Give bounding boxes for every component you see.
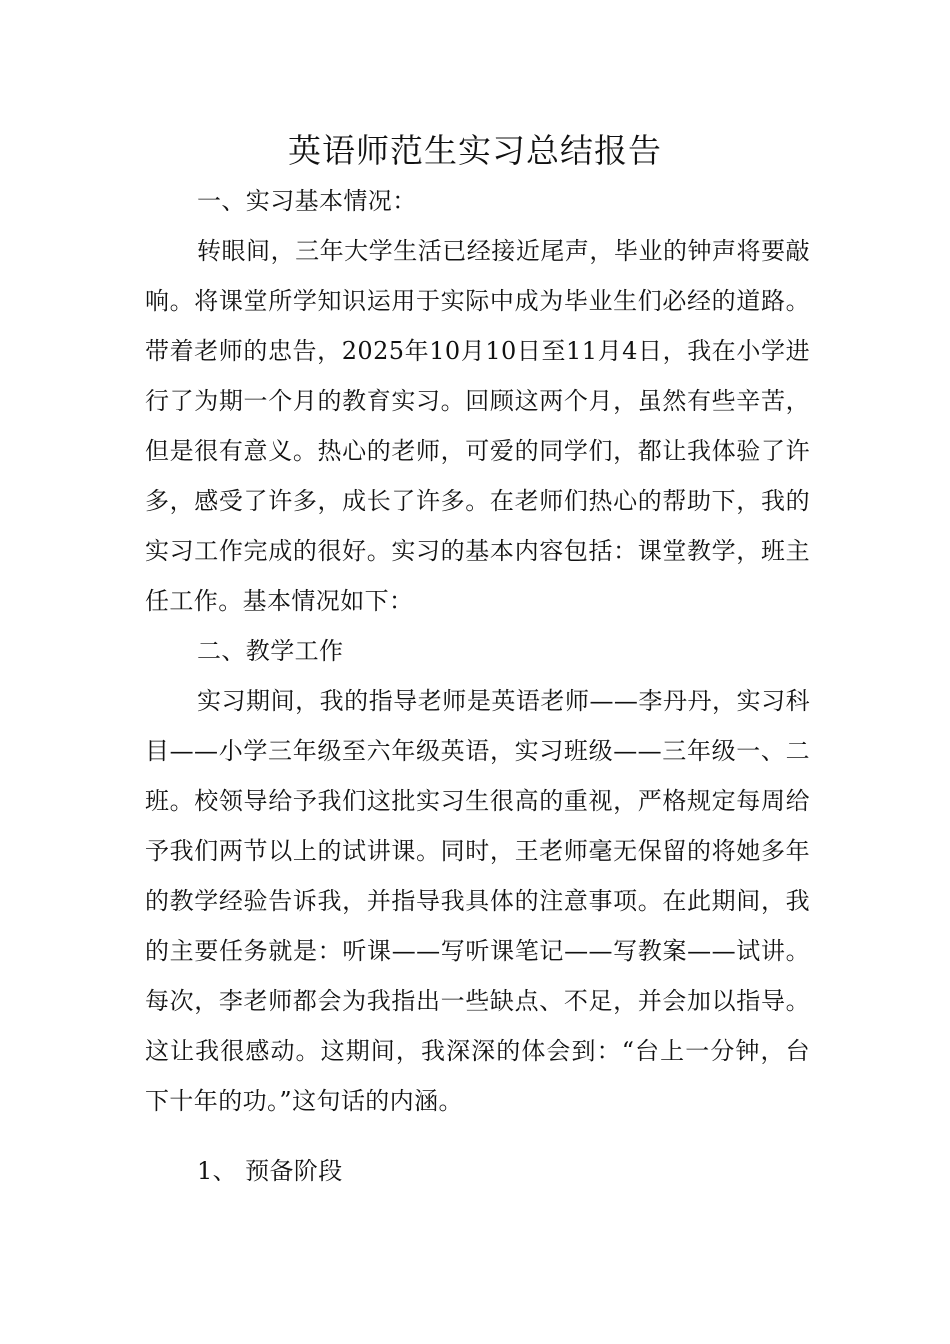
document-body xyxy=(145,176,810,1196)
section-heading-preparation-stage: 1、 预备阶段 xyxy=(197,1157,343,1185)
paragraph-basic-info: 转眼间，三年大学生活已经接近尾声，毕业的钟声将要敲响。将课堂所学知识运用于实际中成为毕业生们必经的道路。带着老师的忠告，2025年10月10日至11月4日，我在小学进行了为期一个月的教育实习。回顾这两个月，虽然有些辛苦，但是很有意义。热心的老师，可爱的同学们，都让我体验了许多，感受了许多，成长了许多。在老师们热心的帮助下，我的实习工作完成的很好。实习的基本内容包括：课堂教学，班主任工作。基本情况如下： xyxy=(145,237,810,615)
paragraph-teaching-work: 实习期间，我的指导老师是英语老师——李丹丹，实习科目——小学三年级至六年级英语，实习班级——三年级一、二班。校领导给予我们这批实习生很高的重视，严格规定每周给予我们两节以上的试讲课。同时，王老师毫无保留的将她多年的教学经验告诉我，并指导我具体的注意事项。在此期间，我的主要任务就是：听课——写听课笔记——写教案——试讲。每次，李老师都会为我指出一些缺点、不足，并会加以指导。这让我很感动。这期间，我深深的体会到：“台上一分钟，台下十年的功。”这句话的内涵。 xyxy=(145,687,810,1115)
document-title: 英语师范生实习总结报告 xyxy=(288,131,662,170)
section-heading-teaching-work: 二、教学工作 xyxy=(197,637,344,665)
section-heading-basic-info: 一、实习基本情况： xyxy=(197,187,417,215)
